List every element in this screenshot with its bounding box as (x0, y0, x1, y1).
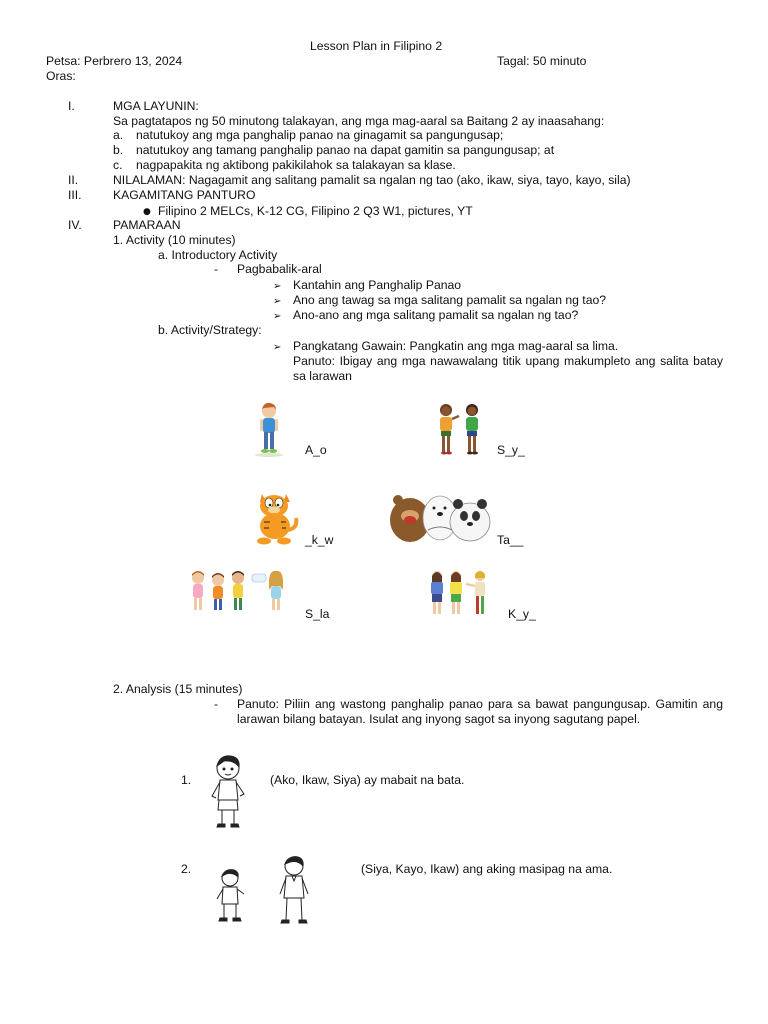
activity-instruction: Panuto: Ibigay ang mga nawawalang titik upang makumpleto ang salita batay sa larawan (293, 354, 723, 383)
item-1-number: 1. (181, 773, 192, 787)
word-clue-4: Ta__ (497, 533, 524, 547)
review-item-1: Kantahin ang Panghalip Panao (293, 278, 462, 292)
section-3-heading: KAGAMITANG PANTURO (113, 188, 256, 202)
section-1-number: I. (68, 99, 75, 113)
arrow-bullet-icon: ➢ (273, 311, 282, 322)
strategy-item: Pangkatang Gawain: Pangkatin ang mga mag-aaral sa lima. (293, 339, 619, 353)
kids-group-icon (186, 568, 296, 616)
we-bare-bears-icon (388, 490, 492, 546)
word-clue-5: S_la (305, 607, 330, 621)
section-2-number: II. (68, 173, 79, 187)
word-clue-6: K_y_ (508, 607, 536, 621)
review-item-3: Ano-ano ang mga salitang pamalit sa ngalan ng tao? (293, 308, 579, 322)
boy-outline-icon (200, 752, 258, 832)
duration-label: Tagal: 50 minuto (497, 54, 587, 68)
item-1-sentence: (Ako, Ikaw, Siya) ay mabait na bata. (270, 773, 465, 787)
arrow-bullet-icon: ➢ (273, 281, 282, 292)
objective-c-letter: c. (113, 158, 123, 172)
analysis-title: 2. Analysis (15 minutes) (113, 682, 243, 696)
analysis-dash: - (214, 697, 219, 711)
objectives-intro: Sa pagtatapos ng 50 minutong talakayan, ang mga mag-aaral sa Baitang 2 ay inaasahang: (113, 114, 605, 128)
introductory-activity-label: a. Introductory Activity (158, 248, 278, 262)
word-clue-2: S_y_ (497, 443, 525, 457)
date-label: Petsa: Perbrero 13, 2024 (46, 54, 183, 68)
analysis-instruction: Panuto: Piliin ang wastong panghalip panao para sa bawat pangungusap. Gamitin ang larawan bilang batayan. Isulat ang inyong sagot sa inyong sagutang papel. (237, 697, 723, 726)
activity-title: 1. Activity (10 minutes) (113, 233, 236, 247)
review-label: Pagbabalik-aral (237, 262, 322, 276)
review-item-2: Ano ang tawag sa mga salitang pamalit sa ngalan ng tao? (293, 293, 607, 307)
section-4-heading: PAMARAAN (113, 218, 181, 232)
objective-c-text: nagpapakita ng aktibong pakikilahok sa talakayan sa klase. (136, 158, 456, 172)
item-2-number: 2. (181, 862, 192, 876)
materials-list: Filipino 2 MELCs, K-12 CG, Filipino 2 Q3 W1, pictures, YT (158, 204, 473, 218)
child-and-father-icon (206, 854, 314, 928)
arrow-bullet-icon: ➢ (273, 296, 282, 307)
objective-a-text: natutukoy ang mga panghalip panao na ginagamit sa pangungusap; (136, 128, 504, 142)
item-2-sentence: (Siya, Kayo, Ikaw) ang aking masipag na ama. (361, 862, 613, 876)
objective-b-letter: b. (113, 143, 124, 157)
word-clue-1: A_o (305, 443, 327, 457)
time-label: Oras: (46, 69, 76, 83)
section-2-content: NILALAMAN: Nagagamit ang salitang pamalit sa ngalan ng tao (ako, ikaw, siya, tayo, kayo, sila) (113, 173, 631, 187)
section-4-number: IV. (68, 218, 82, 232)
word-clue-3: _k_w (305, 533, 334, 547)
page-title: Lesson Plan in Filipino 2 (310, 39, 443, 53)
two-girls-icon (432, 402, 490, 456)
objective-b-text: natutukoy ang tamang panghalip panao na dapat gamitin sa pangungusap; at (136, 143, 555, 157)
three-people-pointing-icon (428, 568, 490, 618)
section-3-number: III. (68, 188, 82, 202)
bullet-icon: ● (143, 207, 151, 217)
garfield-cat-icon (250, 488, 300, 546)
arrow-bullet-icon: ➢ (273, 342, 282, 353)
strategy-label: b. Activity/Strategy: (158, 323, 262, 337)
section-1-heading: MGA LAYUNIN: (113, 99, 199, 113)
review-dash: - (214, 262, 219, 276)
boy-cartoon-icon (252, 401, 286, 457)
objective-a-letter: a. (113, 128, 124, 142)
